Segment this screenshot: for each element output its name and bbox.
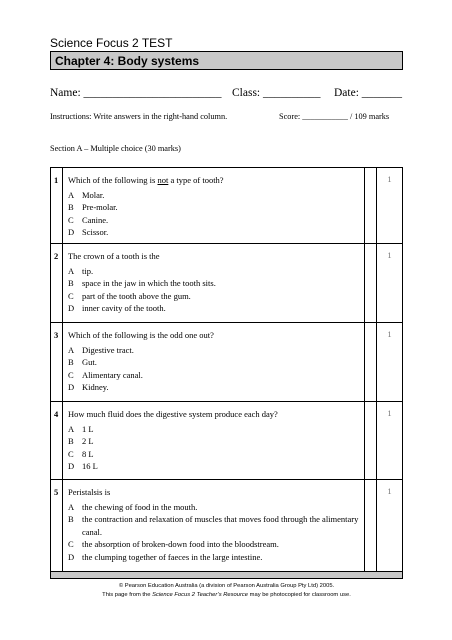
answer-option: D 16 L (67, 461, 98, 471)
question-number: 3 (51, 323, 63, 402)
question-body (62, 168, 364, 244)
answer-option: B 2 L (67, 436, 94, 446)
answer-option: C Canine. (67, 214, 109, 225)
section-heading: Section A – Multiple choice (30 marks) (50, 144, 181, 153)
answer-option: B the contraction and relaxation of muscles that moves food through the alimentary canal. (67, 514, 359, 537)
question-number: 4 (51, 402, 63, 480)
question-body (62, 323, 364, 402)
answer-option: D the clumping together of faeces in the large intestine. (67, 551, 263, 562)
answer-cell (365, 480, 377, 572)
question-stem: The crown of a tooth is the (67, 251, 160, 261)
copyright-notice: © Pearson Education Australia (a division of Pearson Australia Group Pty Ltd) 2005. (118, 583, 335, 589)
answer-option: B Pre-molar. (67, 202, 118, 212)
test-title: Science Focus 2 TEST (50, 36, 173, 50)
answer-option: B Gut. (67, 357, 97, 367)
answer-option: D Kidney. (67, 382, 109, 392)
answer-option: A Digestive tract. (67, 344, 134, 355)
answer-option: C part of the tooth above the gum. (67, 290, 191, 301)
marks-value: 1 (377, 402, 403, 480)
marks-value: 1 (377, 323, 403, 402)
answer-option: A tip. (67, 265, 94, 276)
answer-option: C the absorption of broken-down food into the bloodstream. (67, 539, 279, 549)
question-body (62, 244, 364, 323)
score-field: Score: ___________ / 109 marks (279, 112, 390, 121)
answer-option: A Molar. (67, 189, 105, 200)
question-body (62, 480, 364, 572)
answer-cell (365, 323, 377, 402)
question-block (50, 479, 403, 572)
answer-option: D inner cavity of the tooth. (67, 303, 166, 313)
question-body (62, 402, 364, 480)
answer-option: C Alimentary canal. (67, 369, 143, 380)
question-block (50, 167, 403, 244)
question-stem: Which of the following is the odd one out? (67, 330, 214, 340)
marks-value: 1 (377, 480, 403, 572)
date-field: Date: _______ (334, 87, 403, 99)
chapter-heading: Chapter 4: Body systems (50, 51, 403, 70)
marks-value: 1 (377, 168, 403, 244)
question-stem: Peristalsis is (67, 487, 111, 497)
question-number: 5 (51, 480, 63, 572)
answer-option: A 1 L (67, 423, 94, 434)
question-block (50, 243, 403, 323)
instructions-text: Instructions: Write answers in the right-hand column. (50, 112, 228, 121)
answer-cell (365, 168, 377, 244)
question-stem: Which of the following is not a type of tooth? (67, 175, 224, 185)
table-bottom-bar (50, 571, 403, 579)
name-field: Name: ________________________ (50, 87, 222, 99)
answer-cell (365, 244, 377, 323)
question-stem: How much fluid does the digestive system produce each day? (67, 409, 278, 419)
answer-option: C 8 L (67, 448, 94, 459)
photocopy-notice: This page from the Science Focus 2 Teacher’s Resource may be photocopied for classroom use. (102, 592, 351, 598)
class-field: Class: __________ (232, 87, 321, 99)
answer-option: D Scissor. (67, 227, 109, 237)
question-number: 2 (51, 244, 63, 323)
marks-value: 1 (377, 244, 403, 323)
answer-cell (365, 402, 377, 480)
question-number: 1 (51, 168, 63, 244)
answer-option: B space in the jaw in which the tooth sits. (67, 278, 216, 288)
question-block (50, 322, 403, 402)
question-block (50, 401, 403, 480)
answer-option: A the chewing of food in the mouth. (67, 501, 198, 512)
